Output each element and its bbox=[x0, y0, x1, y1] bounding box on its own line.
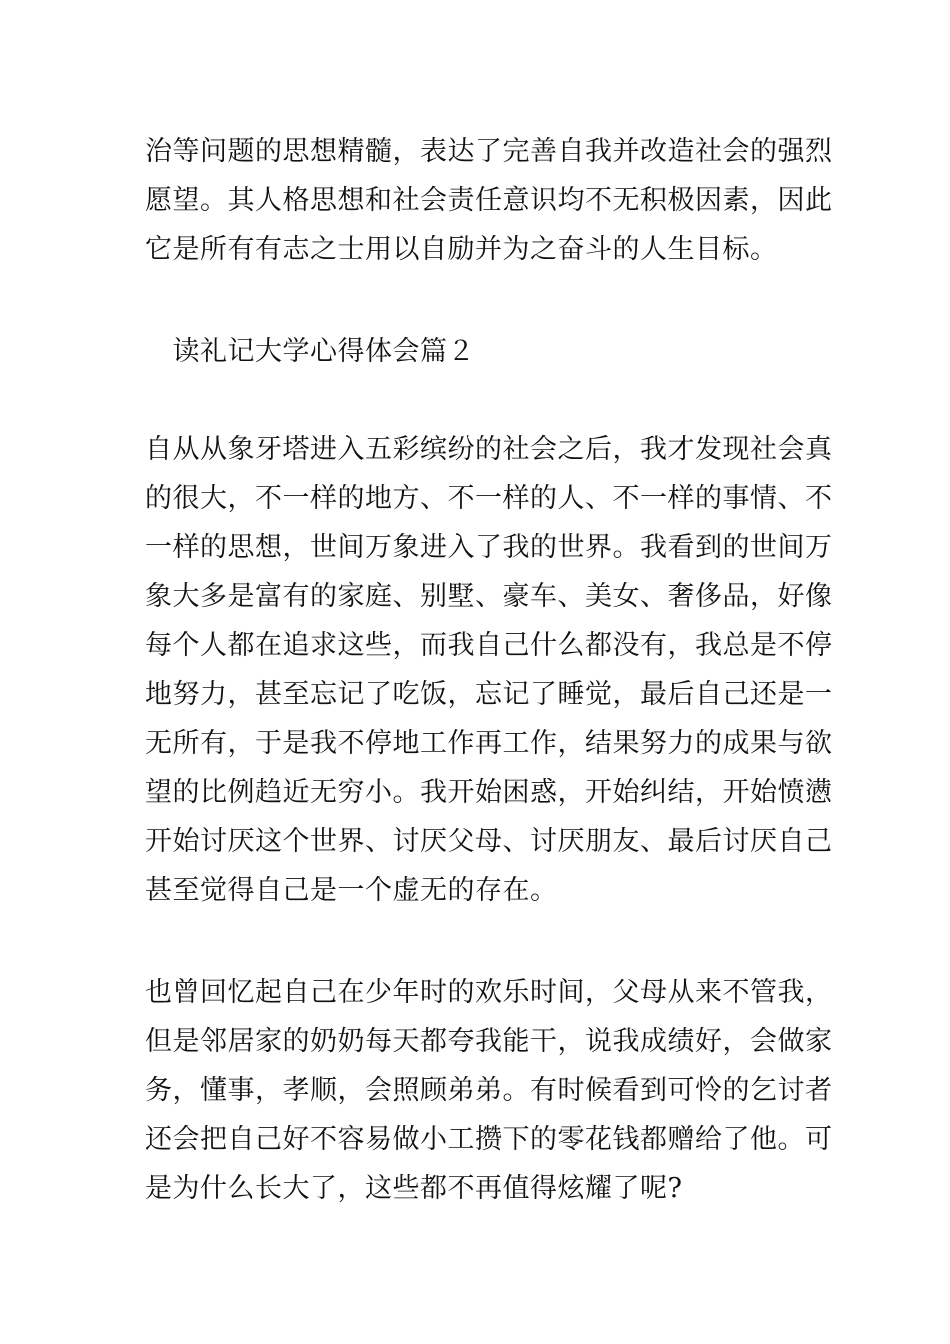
paragraph-1-line: 愿望。其人格思想和社会责任意识均不无积极因素，因此 bbox=[145, 185, 833, 216]
paragraph-1 bbox=[145, 127, 833, 274]
paragraph-3-line: 是为什么长大了，这些都不再值得炫耀了呢? bbox=[145, 1173, 683, 1204]
paragraph-2-line: 每个人都在追求这些，而我自己什么都没有，我总是不停 bbox=[145, 630, 833, 661]
paragraph-2 bbox=[145, 425, 833, 915]
paragraph-2-line: 象大多是富有的家庭、别墅、豪车、美女、奢侈品，好像 bbox=[145, 581, 833, 612]
paragraph-2-line: 望的比例趋近无穷小。我开始困惑，开始纠结，开始愤懑 bbox=[145, 777, 833, 808]
paragraph-3-line: 还会把自己好不容易做小工攒下的零花钱都赠给了他。可 bbox=[145, 1124, 833, 1155]
paragraph-2-line: 甚至觉得自己是一个虚无的存在。 bbox=[145, 875, 558, 906]
paragraph-3 bbox=[145, 968, 833, 1213]
paragraph-2-line: 无所有，于是我不停地工作再工作，结果努力的成果与欲 bbox=[145, 728, 833, 759]
paragraph-2-line: 一样的思想，世间万象进入了我的世界。我看到的世间万 bbox=[145, 532, 833, 563]
paragraph-1-line: 它是所有有志之士用以自励并为之奋斗的人生目标。 bbox=[145, 234, 778, 265]
paragraph-3-line: 但是邻居家的奶奶每天都夸我能干，说我成绩好，会做家 bbox=[145, 1026, 833, 1057]
section-heading-text: 读礼记大学心得体会篇２ bbox=[145, 336, 475, 367]
paragraph-3-line: 务，懂事，孝顺，会照顾弟弟。有时候看到可怜的乞讨者 bbox=[145, 1075, 833, 1106]
section-heading bbox=[145, 327, 810, 376]
paragraph-2-line: 开始讨厌这个世界、讨厌父母、讨厌朋友、最后讨厌自己 bbox=[145, 826, 833, 857]
paragraph-2-line: 地努力，甚至忘记了吃饭，忘记了睡觉，最后自己还是一 bbox=[145, 679, 833, 710]
paragraph-2-line: 自从从象牙塔进入五彩缤纷的社会之后，我才发现社会真 bbox=[145, 434, 833, 465]
paragraph-2-line: 的很大，不一样的地方、不一样的人、不一样的事情、不 bbox=[145, 483, 833, 514]
paragraph-1-line: 治等问题的思想精髓，表达了完善自我并改造社会的强烈 bbox=[145, 136, 833, 167]
paragraph-3-line: 也曾回忆起自己在少年时的欢乐时间，父母从来不管我， bbox=[145, 977, 833, 1008]
